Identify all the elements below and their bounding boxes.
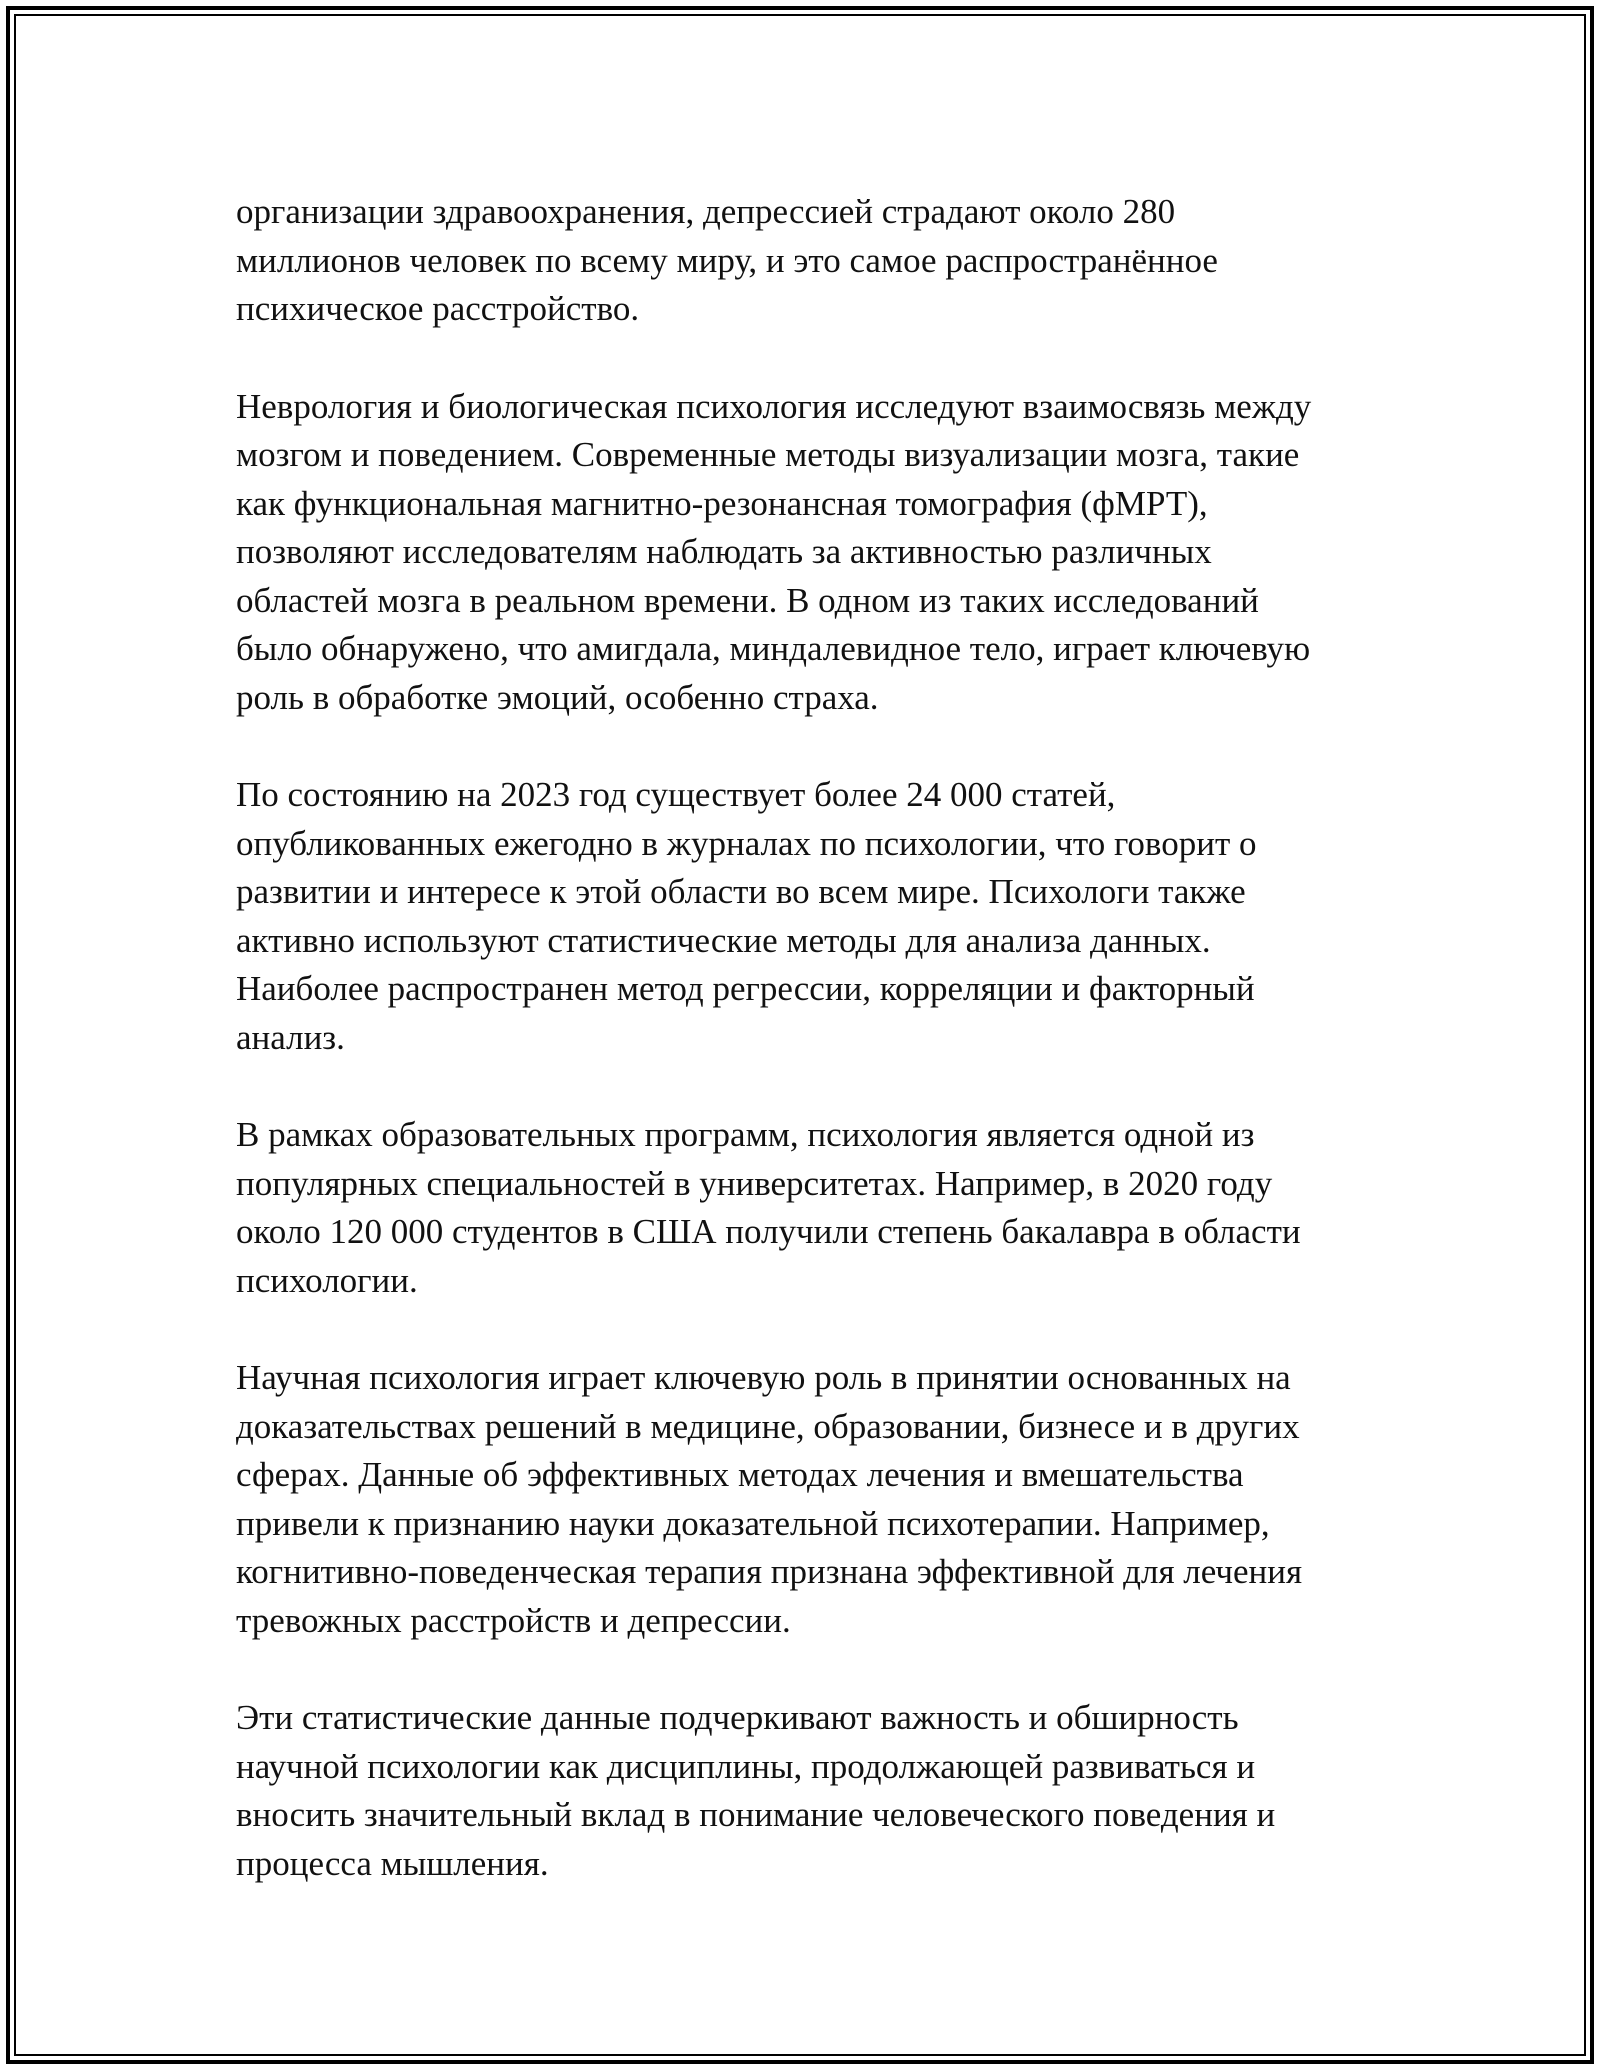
- paragraph-depression-statistics: организации здравоохранения, депрессией страдают около 280 миллионов человек по всему миру, и это самое распространённое психическое расстройство.: [236, 192, 1218, 328]
- paragraph-conclusion: Эти статистические данные подчеркивают важность и обширность научной психологии как дисциплины, продолжающей развиваться и вносить значительный вклад в понимание человеческого поведения и процесса мышления.: [236, 1698, 1276, 1883]
- document-body: [236, 188, 1376, 1937]
- paragraph-evidence-based-practice: Научная психология играет ключевую роль в принятии основанных на доказательствах решений в медицине, образовании, бизнесе и в других сферах. Данные об эффективных методах лечения и вмешательства привели к признанию науки доказательной психотерапии. Например, когнитивно-поведенческая терапия признана эффективной для лечения тревожных расстройств и депрессии.: [236, 1358, 1303, 1640]
- paragraph-publications: По состоянию на 2023 год существует более 24 000 статей, опубликованных ежегодно в журналах по психологии, что говорит о развитии и интересе к этой области во всем мире. Психологи также активно используют статистические методы для анализа данных. Наиболее распространен метод регрессии, корреляции и факторный анализ.: [236, 775, 1257, 1057]
- paragraph-education: В рамках образовательных программ, психология является одной из популярных специальностей в университетах. Например, в 2020 году около 120 000 студентов в США получили степень бакалавра в области психологии.: [236, 1115, 1301, 1300]
- paragraph-neurology: Неврология и биологическая психология исследуют взаимосвязь между мозгом и поведением. Современные методы визуализации мозга, такие как функциональная магнитно-резонансная томография (фМРТ), позволяют исследователям наблюдать за активностью различных областей мозга в реальном времени. В одном из таких исследований было обнаружено, что амигдала, миндалевидное тело, играет ключевую роль в обработке эмоций, особенно страха.: [236, 386, 1312, 717]
